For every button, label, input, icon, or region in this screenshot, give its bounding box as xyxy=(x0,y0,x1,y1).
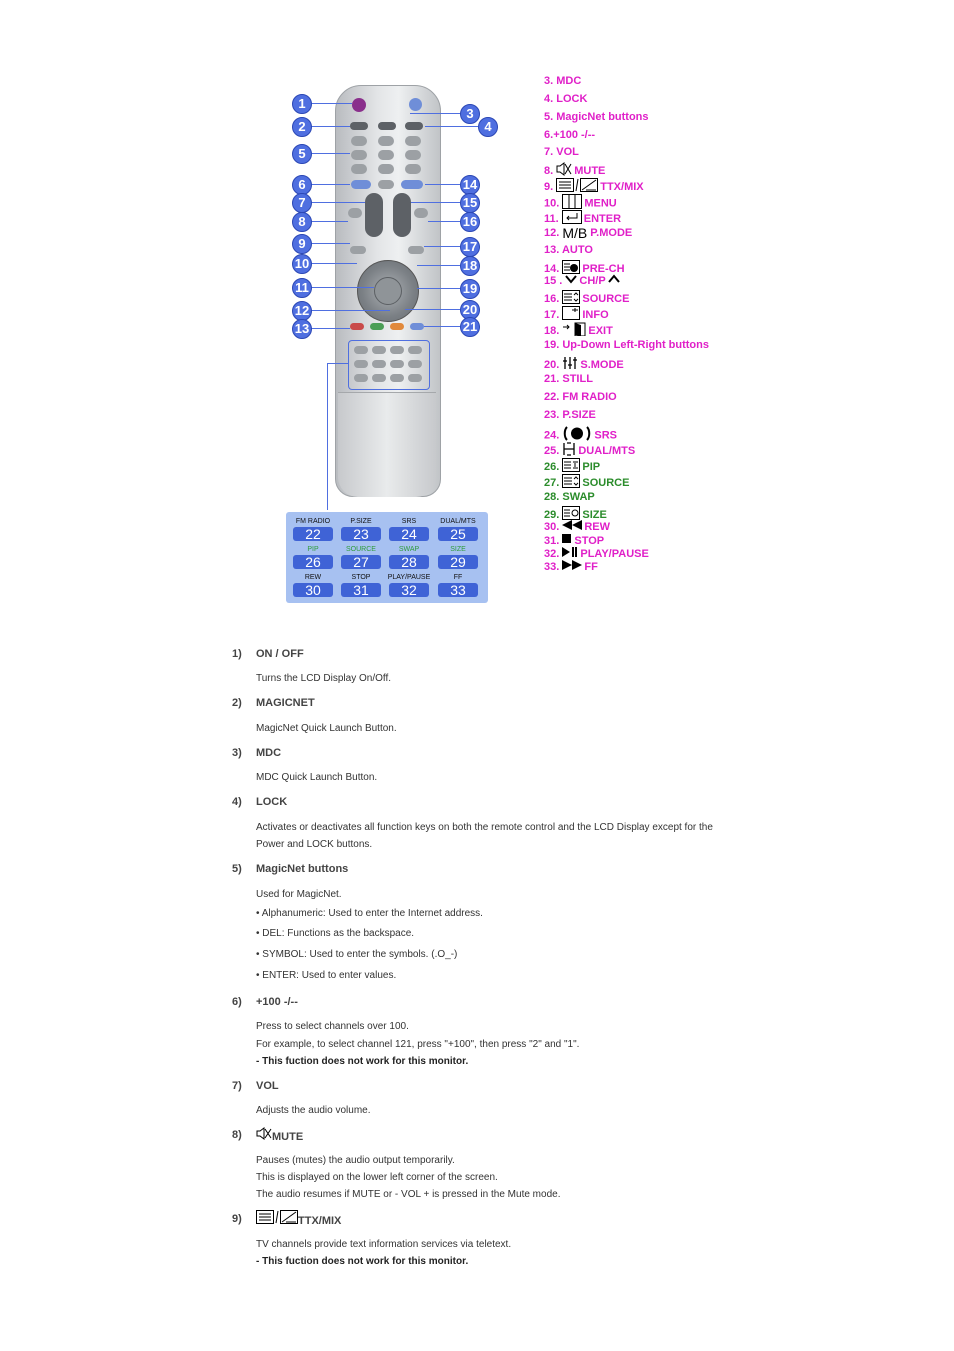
entry-number: 4) xyxy=(232,796,242,808)
reference-label: INFO xyxy=(582,308,609,321)
reference-item xyxy=(544,390,617,404)
play-pause-icon xyxy=(562,547,578,561)
ttx-mix-icon xyxy=(256,1210,298,1227)
callout-9: 9 xyxy=(292,234,312,254)
reference-prefix: 28. xyxy=(544,491,563,503)
leader-line xyxy=(310,103,352,104)
reference-label: REW xyxy=(584,521,611,533)
leader-line xyxy=(424,246,460,247)
reference-label: +100 -/-- xyxy=(553,129,596,141)
reference-item xyxy=(544,490,595,504)
func-key xyxy=(372,374,386,382)
reference-prefix: 17. xyxy=(544,308,563,321)
legend-cell xyxy=(290,573,336,597)
lock-key xyxy=(405,122,423,130)
reference-label: SRS xyxy=(594,429,617,442)
reference-item xyxy=(544,128,595,142)
num-key xyxy=(405,150,421,160)
button-number-legend xyxy=(286,512,488,603)
legend-cell xyxy=(338,573,384,597)
reference-item xyxy=(544,92,587,106)
entry-title: MagicNet buttons xyxy=(256,863,349,875)
reference-label: STILL xyxy=(562,373,593,385)
leader-line xyxy=(417,288,460,289)
entry-text: Turns the LCD Display On/Off. xyxy=(256,673,392,684)
legend-leader-line xyxy=(327,363,328,510)
legend-number: 27 xyxy=(341,555,381,569)
remote-lower-cover xyxy=(338,392,436,497)
reference-label: FM RADIO xyxy=(562,391,617,403)
legend-label: REW xyxy=(304,574,322,581)
entry-bullet: • DEL: Functions as the backspace. xyxy=(256,928,415,939)
auto-key xyxy=(350,323,364,330)
reference-label: Up-Down Left-Right buttons xyxy=(562,339,709,351)
callout-11: 11 xyxy=(292,278,312,298)
leader-line xyxy=(405,309,460,310)
entry-title: VOL xyxy=(256,1080,279,1092)
legend-number: 30 xyxy=(293,583,333,597)
leader-line xyxy=(411,202,460,203)
reference-prefix: 14. xyxy=(544,262,563,275)
ch-rocker xyxy=(393,193,411,237)
reference-label: SOURCE xyxy=(582,292,630,305)
reference-label: TTX/MIX xyxy=(600,180,644,193)
entry-title: LOCK xyxy=(256,796,288,808)
callout-15: 15 xyxy=(460,193,480,213)
off-button xyxy=(409,98,422,111)
reference-item xyxy=(544,110,649,124)
callout-21: 21 xyxy=(460,317,480,337)
del-key xyxy=(351,180,371,189)
leader-line xyxy=(310,221,348,222)
legend-label: P.SIZE xyxy=(350,518,372,525)
leader-line xyxy=(428,221,460,222)
entry-text: Adjusts the audio volume. xyxy=(256,1105,371,1116)
entry-text: Pauses (mutes) the audio output temporarily. xyxy=(256,1155,455,1166)
legend-label: SRS xyxy=(401,518,417,525)
reference-label: P.MODE xyxy=(590,227,633,239)
reference-prefix: 31. xyxy=(544,535,563,547)
leader-line xyxy=(310,126,350,127)
legend-leader-line xyxy=(327,363,349,364)
reference-label: S.MODE xyxy=(580,358,624,371)
entry-text: Power and LOCK buttons. xyxy=(256,839,373,850)
reference-label: SWAP xyxy=(562,491,595,503)
entry-title: ON / OFF xyxy=(256,648,304,660)
entry-text: Press to select channels over 100. xyxy=(256,1021,409,1032)
reference-prefix: 10. xyxy=(544,197,563,210)
reference-prefix: 15 . xyxy=(544,275,566,287)
leader-line xyxy=(310,287,374,288)
entry-text: This is displayed on the lower left corner of the screen. xyxy=(256,1172,498,1183)
legend-cell xyxy=(386,545,432,569)
func-key xyxy=(372,360,386,368)
reference-prefix: 9. xyxy=(544,180,557,193)
legend-label: PIP xyxy=(307,546,319,553)
reference-label: MagicNet buttons xyxy=(556,111,649,123)
reference-prefix: 16. xyxy=(544,292,563,305)
entry-number: 6) xyxy=(232,996,242,1008)
entry-title: +100 -/-- xyxy=(256,996,298,1008)
s-mode-key xyxy=(370,323,384,330)
reference-label: ENTER xyxy=(583,212,622,225)
on-button xyxy=(352,98,366,112)
callout-5: 5 xyxy=(292,144,312,164)
leader-line xyxy=(417,265,460,266)
entry-number: 1) xyxy=(232,648,242,660)
callout-10: 10 xyxy=(292,254,312,274)
func-key xyxy=(372,346,386,354)
reference-prefix: 8. xyxy=(544,164,557,177)
func-key xyxy=(390,374,404,382)
reference-prefix: 27. xyxy=(544,476,563,489)
reference-item xyxy=(544,520,610,534)
reference-label: P.SIZE xyxy=(562,409,596,421)
func-key xyxy=(408,346,422,354)
reference-prefix: 18. xyxy=(544,324,563,337)
mb-icon: M/B xyxy=(562,225,588,242)
reference-prefix: 19. xyxy=(544,339,563,351)
reference-prefix: 21. xyxy=(544,373,563,385)
mute-icon xyxy=(256,1127,272,1143)
entry-text: For example, to select channel 121, press "+100", then press "2" and "1". xyxy=(256,1039,580,1050)
reference-prefix: 22. xyxy=(544,391,563,403)
callout-1: 1 xyxy=(292,94,312,114)
leader-line xyxy=(310,328,350,329)
menu-key xyxy=(350,246,366,254)
reference-item xyxy=(544,243,593,257)
leader-line xyxy=(310,153,350,154)
reference-label: STOP xyxy=(574,535,605,547)
plus100-key xyxy=(401,180,423,189)
entry-title-text: MUTE xyxy=(272,1131,304,1143)
reference-prefix: 12. xyxy=(544,227,563,239)
legend-label: FM RADIO xyxy=(295,518,331,525)
mdc-key xyxy=(378,122,396,130)
callout-17: 17 xyxy=(460,237,480,257)
legend-cell xyxy=(435,545,481,569)
legend-number: 23 xyxy=(341,527,381,541)
entry-text: The audio resumes if MUTE or - VOL + is pressed in the Mute mode. xyxy=(256,1189,561,1200)
leader-line xyxy=(425,184,460,185)
reference-prefix: 11. xyxy=(544,212,562,225)
stop-icon xyxy=(562,534,572,548)
reference-prefix: 33. xyxy=(544,561,563,573)
entry-text: Activates or deactivates all function keys on both the remote control and the LCD Display except for the xyxy=(256,822,713,833)
reference-label: PIP xyxy=(582,460,601,473)
callout-3: 3 xyxy=(460,104,480,124)
entry-number: 7) xyxy=(232,1080,242,1092)
legend-label: PLAY/PAUSE xyxy=(387,574,431,581)
func-key xyxy=(354,360,368,368)
legend-cell xyxy=(338,517,384,541)
reference-item xyxy=(544,74,581,88)
callout-13: 13 xyxy=(292,319,312,339)
num-key xyxy=(351,164,367,174)
num-key xyxy=(405,136,421,146)
reference-item xyxy=(544,534,604,548)
entry-title: MDC xyxy=(256,747,282,759)
reference-prefix: 23. xyxy=(544,409,563,421)
reference-prefix: 20. xyxy=(544,358,563,371)
callout-6: 6 xyxy=(292,175,312,195)
legend-number: 29 xyxy=(438,555,478,569)
leader-line xyxy=(310,310,390,311)
callout-8: 8 xyxy=(292,212,312,232)
callout-12: 12 xyxy=(292,301,312,321)
reference-item xyxy=(544,372,593,386)
reference-label: FF xyxy=(584,561,598,573)
reference-prefix: 32. xyxy=(544,548,563,560)
reference-item xyxy=(544,547,649,561)
entry-text: TV channels provide text information services via teletext. xyxy=(256,1239,512,1250)
entry-title-text: TTX/MIX xyxy=(298,1215,342,1227)
entry-number: 9) xyxy=(232,1213,242,1225)
func-key xyxy=(390,360,404,368)
leader-line xyxy=(310,202,365,203)
chevron-up-icon xyxy=(608,274,620,288)
num-key xyxy=(351,150,367,160)
entry-number: 5) xyxy=(232,863,242,875)
callout-19: 19 xyxy=(460,279,480,299)
reference-prefix: 24. xyxy=(544,429,563,442)
legend-label: SWAP xyxy=(398,546,420,553)
entry-number: 3) xyxy=(232,747,242,759)
reference-prefix: 6. xyxy=(544,129,554,141)
legend-label: SIZE xyxy=(450,546,466,553)
num-key xyxy=(351,136,367,146)
leader-line xyxy=(410,113,460,114)
reference-prefix: 7. xyxy=(544,146,557,158)
legend-number: 25 xyxy=(438,527,478,541)
entry-bullet: • SYMBOL: Used to enter the symbols. (.O_-) xyxy=(256,949,458,960)
func-key xyxy=(390,346,404,354)
entry-title: MAGICNET xyxy=(256,697,315,709)
entry-bullet: • ENTER: Used to enter values. xyxy=(256,970,397,981)
legend-cell xyxy=(435,517,481,541)
reference-label: MENU xyxy=(584,197,617,210)
ch-arrows-icon xyxy=(565,274,577,288)
leader-line xyxy=(310,243,350,244)
legend-number: 22 xyxy=(293,527,333,541)
legend-cell xyxy=(386,573,432,597)
reference-prefix: 3. xyxy=(544,75,557,87)
p-mode-key xyxy=(390,323,404,330)
entry-title-ttx xyxy=(256,1210,341,1227)
reference-prefix: 30. xyxy=(544,521,563,533)
reference-prefix: 13. xyxy=(544,244,562,256)
reference-label: PRE-CH xyxy=(582,262,625,275)
legend-cell xyxy=(290,517,336,541)
reference-item xyxy=(544,338,709,352)
entry-number: 2) xyxy=(232,697,242,709)
num-key xyxy=(378,180,394,189)
entry-text: Used for MagicNet. xyxy=(256,889,342,900)
legend-cell xyxy=(386,517,432,541)
legend-number: 28 xyxy=(389,555,429,569)
callout-20: 20 xyxy=(460,300,480,320)
callout-2: 2 xyxy=(292,117,312,137)
leader-line xyxy=(310,184,350,185)
func-key xyxy=(408,374,422,382)
legend-label: DUAL/MTS xyxy=(440,518,476,525)
reference-item xyxy=(544,226,632,240)
rew-icon xyxy=(562,520,582,534)
legend-number: 32 xyxy=(389,583,429,597)
dual-mts-key xyxy=(414,208,428,218)
num-key xyxy=(378,164,394,174)
func-key xyxy=(354,374,368,382)
mute-key xyxy=(348,208,362,218)
entry-number: 8) xyxy=(232,1129,242,1141)
still-key xyxy=(410,323,424,330)
reference-prefix: 5. xyxy=(544,111,557,123)
source-key xyxy=(408,246,424,254)
leader-line xyxy=(310,263,357,264)
reference-label: DUAL/MTS xyxy=(578,444,636,457)
reference-label: AUTO xyxy=(561,244,593,256)
legend-number: 24 xyxy=(389,527,429,541)
magicnet-key xyxy=(350,122,368,130)
reference-item xyxy=(544,408,596,422)
callout-16: 16 xyxy=(460,212,480,232)
reference-item xyxy=(544,145,579,159)
reference-label: LOCK xyxy=(556,93,588,105)
legend-number: 33 xyxy=(438,583,478,597)
callout-7: 7 xyxy=(292,193,312,213)
legend-label: SOURCE xyxy=(346,546,376,553)
legend-cell xyxy=(290,545,336,569)
func-key xyxy=(354,346,368,354)
entry-bullet: • Alphanumeric: Used to enter the Internet address. xyxy=(256,908,483,919)
reference-label: VOL xyxy=(556,146,579,158)
callout-18: 18 xyxy=(460,256,480,276)
legend-cell xyxy=(338,545,384,569)
num-key xyxy=(405,164,421,174)
reference-label: EXIT xyxy=(588,324,613,337)
reference-label: SIZE xyxy=(582,508,607,521)
num-key xyxy=(378,150,394,160)
entry-text: MagicNet Quick Launch Button. xyxy=(256,723,397,734)
reference-label: MDC xyxy=(556,75,582,87)
reference-prefix: 4. xyxy=(544,93,557,105)
callout-14: 14 xyxy=(460,175,480,195)
reference-label: SOURCE xyxy=(582,476,630,489)
vol-rocker xyxy=(365,193,383,237)
leader-line xyxy=(425,126,478,127)
entry-title-mute xyxy=(256,1127,303,1143)
reference-label: CH/P xyxy=(579,275,606,287)
reference-label: MUTE xyxy=(574,164,606,177)
legend-cell xyxy=(435,573,481,597)
reference-prefix: 29. xyxy=(544,508,563,521)
legend-number: 31 xyxy=(341,583,381,597)
reference-prefix: 25. xyxy=(544,444,563,457)
enter-key xyxy=(374,277,402,305)
reference-prefix: 26. xyxy=(544,460,563,473)
callout-4: 4 xyxy=(478,117,498,137)
reference-item xyxy=(544,560,598,574)
num-key xyxy=(378,136,394,146)
entry-note: - This fuction does not work for this monitor. xyxy=(256,1056,469,1067)
func-key xyxy=(408,360,422,368)
legend-label: FF xyxy=(453,574,463,581)
leader-line xyxy=(424,326,460,327)
entry-text: MDC Quick Launch Button. xyxy=(256,772,378,783)
legend-label: STOP xyxy=(351,574,371,581)
entry-note: - This fuction does not work for this monitor. xyxy=(256,1256,469,1267)
reference-label: PLAY/PAUSE xyxy=(580,548,649,560)
ff-icon xyxy=(562,560,582,574)
reference-item xyxy=(544,274,620,288)
legend-number: 26 xyxy=(293,555,333,569)
